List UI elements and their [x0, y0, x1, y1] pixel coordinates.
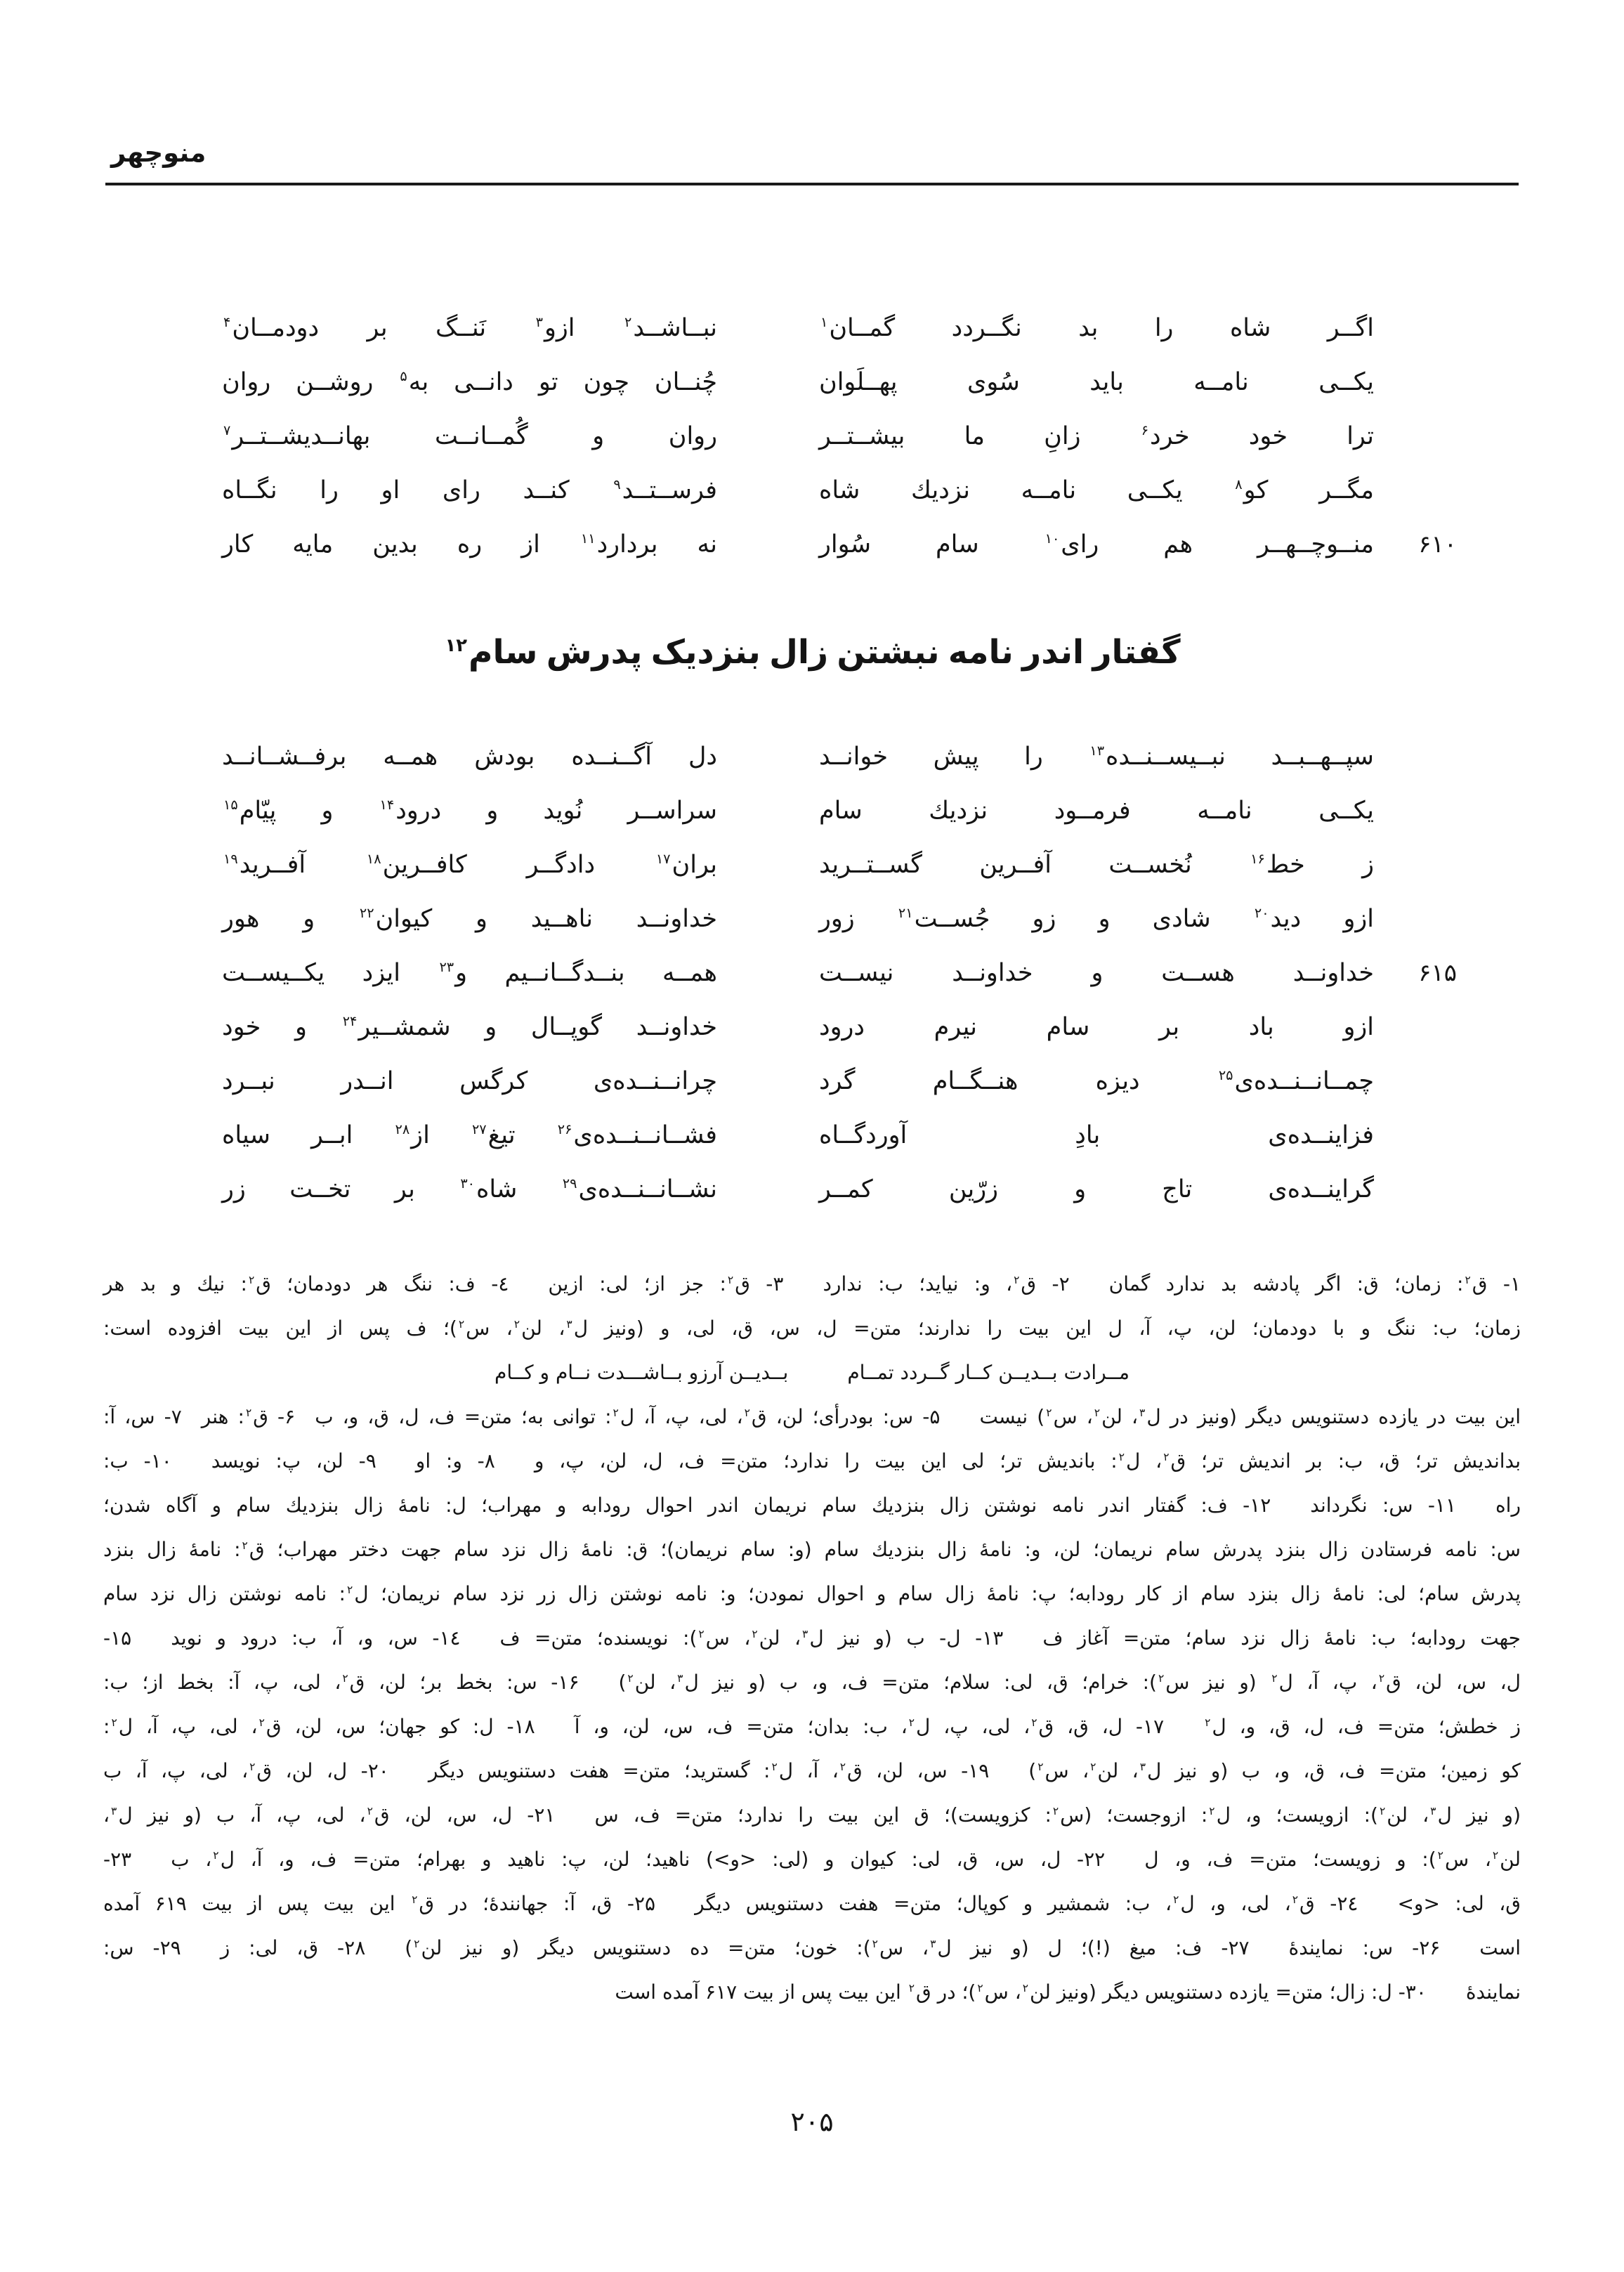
verse-row: [164, 1000, 1457, 1054]
running-head-title: منوچهر: [111, 138, 207, 168]
poem-block-1: [164, 301, 1457, 571]
hemistich-right: فزاینــده‌ی بادِ آوردگــاه: [819, 1121, 1374, 1149]
apparatus-line: کو زمین؛ متن= ف، ق، و، ب (و نیز ل$^۳$، لن$^۲$، س$^۲$) ۱۹- س، لن، ق$^۲$، آ، ل$^۲$: گسترید؛ متن= هفت دستنویس دیگر ۲۰- ل، لن، ق$^۲$، لی، پ، آ، ب: [103, 1759, 1521, 1782]
verse-row: [164, 1054, 1457, 1108]
verse-row: [164, 783, 1457, 837]
hemistich-right: منــوچــهــر هم رای$^{۱۰}$ سام سُوار: [819, 530, 1374, 559]
apparatus-verse-line: مــرادت بــدیــن کــار گــردد تمــام بــدیــن آرزو بــاشـــدت نــام و کــام: [495, 1361, 1129, 1384]
verse-row: [164, 837, 1457, 892]
hemistich-left: خداونــد گوپــال و شمشــیر$^{۲۴}$ و خود: [222, 1012, 717, 1041]
hemistich-left: فرســتــد$^۹$ کنــد رای او را نگــاه: [222, 476, 717, 504]
header-rule: [105, 183, 1519, 185]
apparatus-line: ز خطش؛ متن= ف، ل، ق، و، ل$^۲$ ۱۷- ل، ق، ق$^۲$، لی، پ، ل$^۲$، ب: بدان؛ متن= ف، س، لن، و، آ ۱۸- ل: کو جهان؛ س، لن، ق$^۲$، لی، پ، آ، ل$^۲$:: [103, 1715, 1521, 1738]
hemistich-left: نشــانــنــده‌ی$^{۲۹}$ شاه$^{۳۰}$ بر تخــت زر: [222, 1175, 717, 1203]
apparatus-line: نمایندهٔ ۳۰- ل: زال؛ متن= یازده دستنویس دیگر (ونیز لن$^۲$، س$^۲$)؛ در ق$^۲$ این بیت پس از بیت ۶۱۷ آمده است: [615, 1980, 1521, 2004]
page-number: ۲۰۵: [790, 2106, 834, 2137]
hemistich-right: خداونــد هســت و خداونــد نیســت: [819, 958, 1374, 987]
poem-block-2: [164, 729, 1457, 1216]
verse-number: ۶۱۵: [1418, 958, 1457, 987]
apparatus-line: ۱- ق$^۲$: زمان؛ ق: اگر پادشه بد ندارد گمان ۲- ق$^۲$، و: نیاید؛ ب: ندارد ۳- ق$^۲$: جز از؛ لی: ازین ٤- ف: ننگ هر دودمان؛ ق$^۲$: نیك و بد هر: [103, 1272, 1521, 1295]
critical-apparatus: [103, 1262, 1521, 2014]
apparatus-line: بداندیش تر؛ ق، ب: بر اندیش تر؛ ق$^۲$، ل$^۲$: باندیش تر؛ لی این بیت را ندارد؛ متن= ف، ل، لن، پ، و ۸- و: او ۹- لن، پ: نویسد ۱۰- ب:: [103, 1449, 1521, 1473]
hemistich-right: ترا خود خرد$^۶$ زانِ ما بیشــتــر: [819, 422, 1374, 450]
apparatus-line: س: نامه فرستادن زال بنزد پدرش سام نریمان؛ لن، و: نامهٔ زال بنزدیك سام (و: سام نریمان)؛ ق: نامهٔ زال نزد سام جهت دختر مهراب؛ ق$^۲$: نامهٔ زال بنزد: [103, 1538, 1521, 1561]
hemistich-left: نبــاشــد$^۲$ ازو$^۳$ نَنــگ بر دودمــان$^۴$: [223, 313, 717, 342]
apparatus-line: ق، لی: <و> ۲٤- ق$^۲$، لی، و، ل$^۲$، ب: شمشیر و کوپال؛ متن= هفت دستنویس دیگر ۲۵- ق، آ: جهانندهٔ؛ در ق$^۲$ این بیت پس از بیت ۶۱۹ آمده: [103, 1892, 1521, 1915]
hemistich-right: یکــی نامــه باید سُوی پهــلَوان: [819, 367, 1374, 396]
hemistich-right: ازو باد بر سام نیرم درود: [819, 1012, 1374, 1041]
hemistich-right: ازو دید$^{۲۰}$ شادی و زو جُســت$^{۲۱}$ زور: [819, 904, 1374, 933]
apparatus-line: این بیت در یازده دستنویس دیگر (ونیز در ل$^۳$، لن$^۲$، س$^۲$) نیست ۵- س: بودرأی؛ لن، ق$^۲$، لی، پ، آ، ل$^۲$: توانی به؛ متن= ف، ل، ق، و، ب ۶- ق$^۲$: هنر ۷- س، آ:: [103, 1405, 1521, 1428]
hemistich-right: سپــهــبــد نبــیســنــده$^{۱۳}$ را پیش خوانــد: [819, 742, 1374, 771]
hemistich-left: خداونــد ناهــید و کیوان$^{۲۲}$ و هور: [222, 904, 717, 933]
section-heading: گفتار اندر نامه نبشتن زال بنزدیک پدرش سام$^{۱۲}$: [445, 633, 1181, 672]
apparatus-line: است ۲۶- س: نمایندهٔ ۲۷- ف: میغ (!)؛ ل (و نیز ل$^۳$، س$^۲$): خون؛ متن= ده دستنویس دیگر (و نیز لن$^۲$) ۲۸- ق، لی: ز ۲۹- س:: [103, 1936, 1521, 1959]
verse-row: [164, 517, 1457, 571]
hemistich-left: چُنــان چون تو دانــی به$^۵$ روشــن روان: [222, 367, 717, 396]
hemistich-left: همــه بنــدگــانــیم و$^{۲۳}$ ایزد یکــیســت: [222, 958, 717, 987]
hemistich-left: دل آگــنــده بودش همــه برفــشــانــد: [222, 742, 717, 771]
apparatus-line: (و نیز ل$^۳$، لن$^۲$): ازویست؛ و، ل$^۲$: ازوجست؛ (س$^۲$: کزویست)؛ ق این بیت را ندارد؛ متن= ف، س ۲۱- ل، س، لن، ق$^۲$، لی، پ، آ، ب (و نیز ل$^۳$،: [103, 1803, 1521, 1827]
apparatus-line: لن$^۲$، س$^۲$): و زویست؛ متن= ف، و، ل ۲۲- ل، س، ق، لی: کیوان و (لی: <و>) ناهید؛ لن، پ: ناهید و بهرام؛ متن= ف، و، آ، ل$^۲$، ب ۲۳-: [103, 1848, 1521, 1871]
verse-row: [164, 1162, 1457, 1216]
hemistich-left: چرانــنــده‌ی کرگس انــدر نبــرد: [222, 1066, 717, 1095]
hemistich-left: بران$^{۱۷}$ دادگــر کافــرین$^{۱۸}$ آفــرید$^{۱۹}$: [223, 850, 718, 879]
hemistich-right: چمــانــنــده‌ی$^{۲۵}$ دیزه هنــگــام گرد: [819, 1066, 1374, 1095]
hemistich-left: فشــانــنــده‌ی$^{۲۶}$ تیغ$^{۲۷}$ از$^{۲۸}$ ابــر سیاه: [222, 1121, 717, 1149]
hemistich-right: مگــر کو$^۸$ یکــی نامــه نزدیك شاه: [819, 476, 1375, 504]
apparatus-line: راه ۱۱- س: نگرداند ۱۲- ف: گفتار اندر نامه نوشتن زال بنزدیك سام نریمان اندر احوال رودابه و مهراب؛ ل: نامهٔ زال بنزدیك سام و آگاه شدن؛: [103, 1494, 1521, 1517]
verse-row: [164, 1108, 1457, 1162]
verse-row: [164, 355, 1457, 409]
hemistich-right: گراینــده‌ی تاج و زرّین کمــر: [819, 1175, 1374, 1203]
verse-row: [164, 301, 1457, 355]
hemistich-right: اگــر شاه را بد نگــردد گمــان$^۱$: [820, 313, 1374, 342]
verse-row: [164, 946, 1457, 1000]
verse-row: [164, 729, 1457, 783]
verse-row: [164, 892, 1457, 946]
verse-number: ۶۱۰: [1418, 530, 1457, 559]
apparatus-line: زمان؛ ب: ننگ و با دودمان؛ لن، پ، آ، ل این بیت را ندارند؛ متن= ل، س، ق، لی، و (ونیز ل$^۳$، لن$^۲$، س$^۲$)؛ ف پس از این بیت افزوده است:: [103, 1317, 1521, 1340]
hemistich-left: نه بردارد$^{۱۱}$ از ره بدین مایه کار: [222, 530, 718, 559]
apparatus-line: جهت رودابه؛ ب: نامهٔ زال نزد سام؛ متن= آغاز ف ۱۳- ل- ب (و نیز ل$^۳$، لن$^۲$، س$^۲$): نویسنده؛ متن= ف ۱٤- س، و، آ، ب: درود و نوید ۱۵-: [103, 1626, 1521, 1650]
hemistich-left: سراســر نُوید و درود$^{۱۴}$ و پیّام$^{۱۵}$: [223, 796, 717, 825]
hemistich-left: روان و گُمــانــت بهانــدیشــتــر$^۷$: [223, 422, 717, 450]
verse-row: [164, 463, 1457, 517]
hemistich-right: ز خط$^{۱۶}$ نُخســت آفــرین گســتــرید: [819, 850, 1374, 879]
hemistich-right: یکــی نامــه فرمــود نزدیك سام: [819, 796, 1374, 825]
apparatus-line: ل، س، لن، ق$^۲$، پ، آ، ل$^۲$ (و نیز س$^۲$): خرام؛ ق، لی: سلام؛ متن= ف، و، ب (و نیز ل$^۳$، لن$^۲$) ۱۶- س: بخط بر؛ لن، ق$^۲$، لی، پ، آ: بخط از؛ ب:: [103, 1671, 1521, 1694]
verse-row: [164, 409, 1457, 463]
apparatus-line: پدرش سام؛ لی: نامهٔ زال بنزد سام از کار رودابه؛ پ: نامهٔ زال سام و احوال نمودن؛ و: نامه نوشتن زال زر نزد سام نریمان؛ ل$^۲$: نامه نوشتن زال نزد سام: [103, 1582, 1521, 1605]
